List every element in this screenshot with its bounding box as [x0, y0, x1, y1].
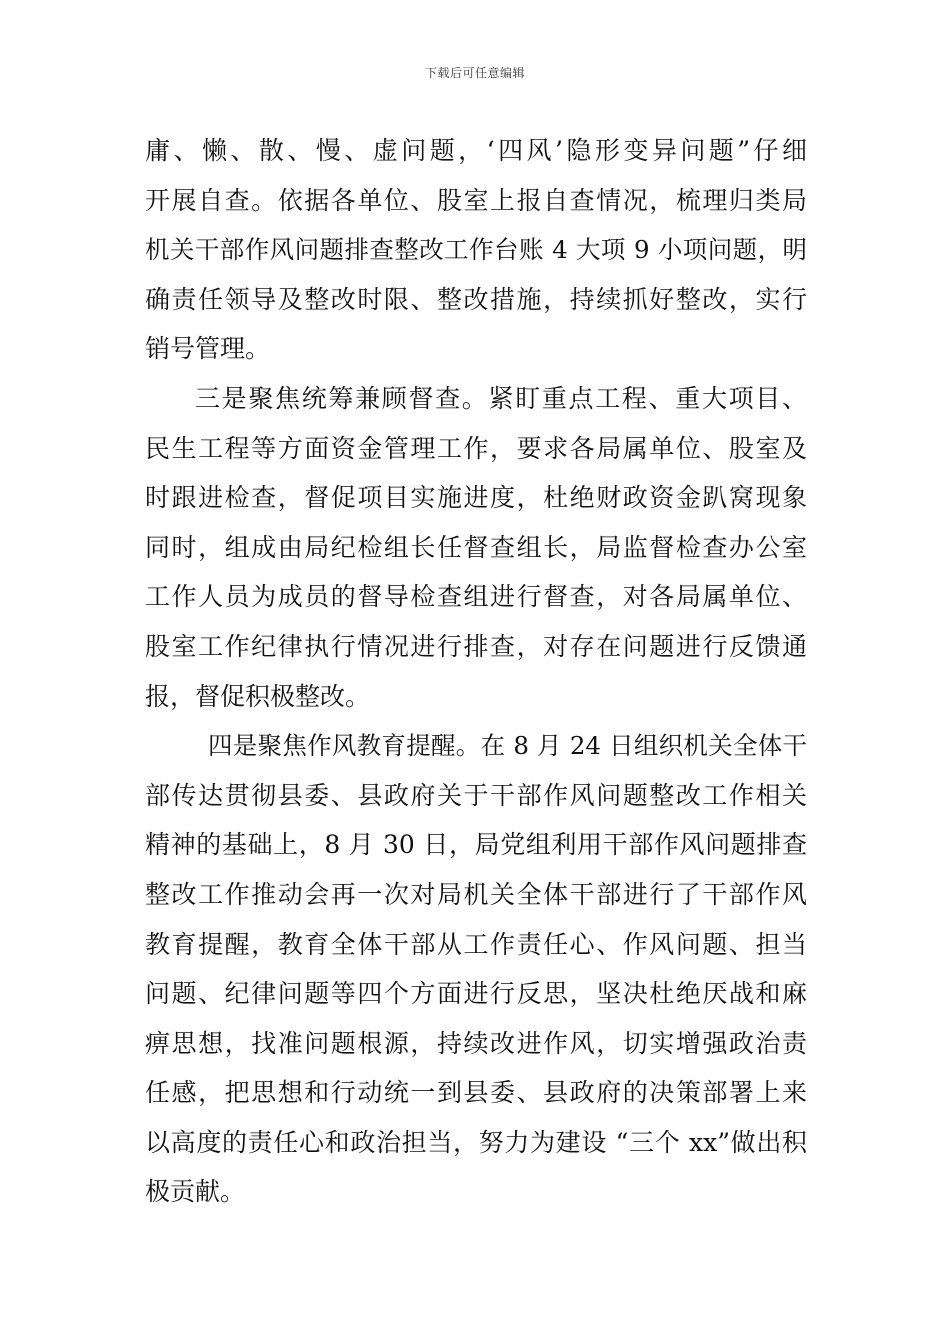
- text-line: 确责任领导及整改时限、整改措施，持续抓好整改，实行: [145, 284, 807, 314]
- text-line: 以高度的责任心和政治担当，努力为建设 “三个 xx”做出积: [145, 1127, 807, 1157]
- text-line: 时跟进检查，督促项目实施进度，杜绝财政资金趴窝现象: [145, 483, 807, 513]
- text-line: 整改工作推动会再一次对局机关全体干部进行了干部作风: [145, 879, 807, 909]
- text-line: 开展自查。依据各单位、股室上报自查情况，梳理归类局: [145, 185, 807, 215]
- page-header: 下载后可任意编辑: [424, 66, 525, 80]
- paragraph-2: [145, 374, 807, 721]
- text-line: 痹思想，找准问题根源，持续改进作风，切实增强政治责: [145, 1028, 807, 1058]
- paragraph-1: [145, 126, 807, 374]
- text-line: 部传达贯彻县委、县政府关于干部作风问题整改工作相关: [145, 780, 807, 810]
- paragraph-3: [145, 721, 807, 1217]
- text-line: 精神的基础上，8 月 30 日，局党组利用干部作风问题排查: [145, 830, 807, 860]
- text-line: 三是聚焦统筹兼顾督查。紧盯重点工程、重大项目、: [195, 383, 807, 413]
- document-body: [145, 126, 807, 1217]
- text-line: 机关干部作风问题排查整改工作台账 4 大项 9 小项问题，明: [145, 235, 807, 265]
- text-line: 报，督促积极整改。: [145, 681, 371, 711]
- text-line: 问题、纪律问题等四个方面进行反思，坚决杜绝厌战和麻: [145, 979, 807, 1009]
- text-line: 同时，组成由局纪检组长任督查组长，局监督检查办公室: [145, 532, 807, 562]
- text-line: 庸、懒、散、慢、虚问题，‘四风’隐形变异问题”仔细: [145, 136, 807, 165]
- text-line: 四是聚焦作风教育提醒。在 8 月 24 日组织机关全体干: [208, 731, 807, 761]
- text-line: 民生工程等方面资金管理工作，要求各局属单位、股室及: [145, 433, 807, 463]
- text-line: 股室工作纪律执行情况进行排查，对存在问题进行反馈通: [145, 631, 807, 661]
- text-line: 任感，把思想和行动统一到县委、县政府的决策部署上来: [145, 1078, 807, 1108]
- text-line: 工作人员为成员的督导检查组进行督查，对各局属单位、: [145, 582, 807, 612]
- text-line: 极贡献。: [145, 1177, 246, 1207]
- text-line: 教育提醒，教育全体干部从工作责任心、作风问题、担当: [145, 929, 807, 959]
- text-line: 销号管理。: [145, 334, 271, 364]
